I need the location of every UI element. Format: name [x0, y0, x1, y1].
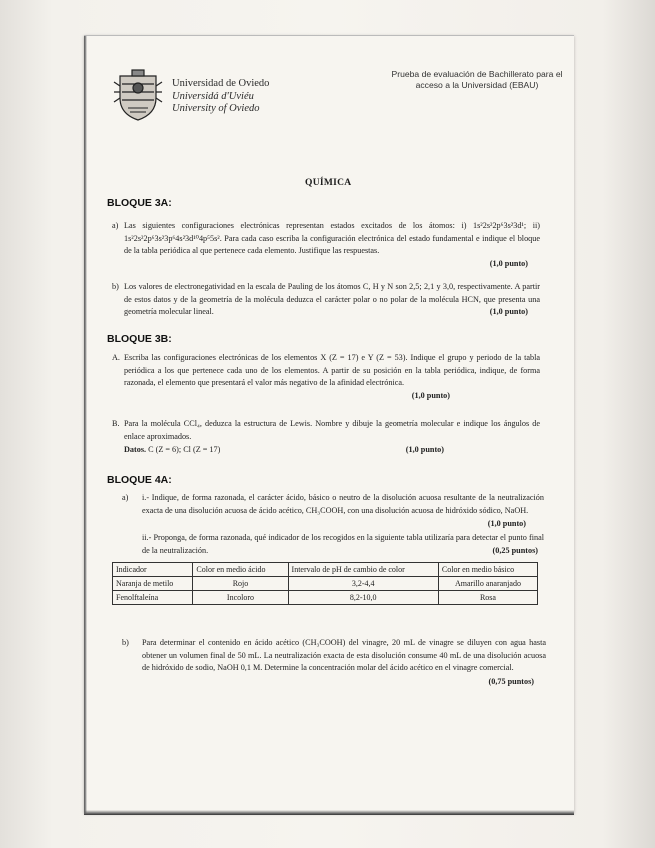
question-4a-a-i: [122, 492, 544, 532]
table-header: Intervalo de pH de cambio de color: [288, 563, 438, 577]
question-4a-a-ii: [142, 532, 544, 558]
university-crest-logo: [110, 68, 166, 124]
question-3b-a-points: (1,0 punto): [411, 391, 450, 400]
question-3a-b-points: (1,0 punto): [489, 307, 528, 316]
table-header-row: [113, 563, 538, 577]
block-4a-title: BLOQUE 4A:: [107, 474, 172, 486]
question-4a-b-label: b): [122, 638, 129, 647]
question-3b-a-label: A.: [112, 353, 120, 362]
exam-name-line2: acceso a la Universidad (EBAU): [415, 80, 539, 90]
question-4a-b-points: (0,75 puntos): [488, 677, 534, 686]
exam-name-line1: Prueba de evaluación de Bachillerato para el: [391, 69, 563, 79]
university-name-ast: Universidá d'Uviéu: [172, 90, 254, 102]
question-3b-b-label: B.: [112, 419, 120, 428]
question-3a-b: [112, 281, 540, 319]
sheet-left-edge: [84, 36, 87, 814]
question-4a-a-ii-text: ii.- Proponga, de forma razonada, qué indicador de los recogidos en la siguiente tabla utilizaría para detectar el punto final de la neutralización.: [142, 533, 544, 555]
table-cell: Rosa: [438, 591, 537, 605]
table-row: [113, 577, 538, 591]
question-3a-b-label: b): [112, 282, 119, 291]
question-4a-a-ii-points: (0,25 puntos): [492, 546, 538, 555]
table-header: Color en medio básico: [438, 563, 537, 577]
question-3b-b-points: (1,0 punto): [405, 445, 444, 454]
block-3a-title: BLOQUE 3A:: [107, 197, 172, 209]
question-3a-a-label: a): [112, 221, 119, 230]
table-cell: 3,2-4,4: [288, 577, 438, 591]
question-3b-a-text: Escriba las configuraciones electrónicas de los elementos X (Z = 17) e Y (Z = 53). Indique el grupo y periodo de la tabla periódica a los que pertenece cada uno de los elementos. A partir de su posición en la tabla periódica, indique, de forma razonada, el elemento que presentará el valor más negativo de la afinidad electrónica.: [124, 353, 540, 388]
table-cell: Amarillo anaranjado: [438, 577, 537, 591]
table-cell: Rojo: [193, 577, 288, 591]
table-header: Indicador: [113, 563, 193, 577]
question-3a-a-text: Las siguientes configuraciones electrónicas representan estados excitados de los átomos: i) 1s²2s²2p⁶3s²3d¹; ii) 1s²2s²2p⁶3s²3p⁶4s²3d¹⁰4p⁵5s². Para cada caso escriba la configuración electrónica del estado fundamental e indique el bloque de la tabla periódica al que pertenece cada elemento. Justifique las respuestas.: [124, 221, 540, 256]
table-row: [113, 591, 538, 605]
table-cell: Fenolftaleína: [113, 591, 193, 605]
university-name-en: University of Oviedo: [172, 103, 260, 114]
question-3b-a: [112, 352, 540, 403]
subject-title: QUÍMICA: [305, 178, 352, 188]
question-3b-b-data-label: Datos.: [124, 445, 147, 454]
table-cell: 8,2-10,0: [288, 591, 438, 605]
university-name-es: Universidad de Oviedo: [172, 78, 270, 89]
table-cell: Incoloro: [193, 591, 288, 605]
sheet-top-edge: [84, 35, 574, 36]
question-4a-a-label: a): [122, 493, 129, 502]
question-3b-b-data-values: C (Z = 6); Cl (Z = 17): [148, 445, 221, 454]
indicator-table: [112, 562, 538, 605]
question-4a-b: [122, 637, 546, 691]
question-3b-b-text: Para la molécula CCl₄, deduzca la estructura de Lewis. Nombre y dibuje la geometría molecular e indique los ángulos de enlace aproximados.: [124, 419, 540, 441]
block-3b-title: BLOQUE 3B:: [107, 333, 172, 345]
question-3a-b-text: Los valores de electronegatividad en la escala de Pauling de los átomos C, H y N son 2,5; 2,1 y 3,0, respectivamente. A partir de estos datos y de la geometría de la molécula deduzca el carácter polar o no polar de la molécula HCN, que presenta una geometría molecular lineal.: [124, 282, 540, 317]
question-3b-b: [112, 418, 540, 458]
question-3b-b-data: [124, 444, 220, 457]
exam-name: [382, 69, 572, 91]
question-4a-a-i-text: i.- Indique, de forma razonada, el carácter ácido, básico o neutro de la disolución acuosa resultante de la neutralización exacta de una disolución acuosa de ácido acético, CH₃COOH, con una disolución acuosa de hidróxido sódico, NaOH.: [142, 493, 544, 515]
question-4a-b-text: Para determinar el contenido en ácido acético (CH₃COOH) del vinagre, 20 mL de vinagre se diluyen con agua hasta obtener un volumen final de 50 mL. La neutralización exacta de esta disolución consume 40 mL de una disolución acuosa de hidróxido de sodio, NaOH 0,1 M. Determine la concentración molar del ácido acético en el vinagre comercial.: [142, 638, 546, 673]
table-header: Color en medio ácido: [193, 563, 288, 577]
question-4a-a-i-points: (1,0 punto): [487, 519, 526, 528]
question-3a-a-points: (1,0 punto): [489, 259, 528, 268]
table-cell: Naranja de metilo: [113, 577, 193, 591]
university-name: [172, 78, 269, 116]
sheet-bottom-edge: [84, 810, 574, 815]
question-3a-a: [112, 220, 540, 271]
